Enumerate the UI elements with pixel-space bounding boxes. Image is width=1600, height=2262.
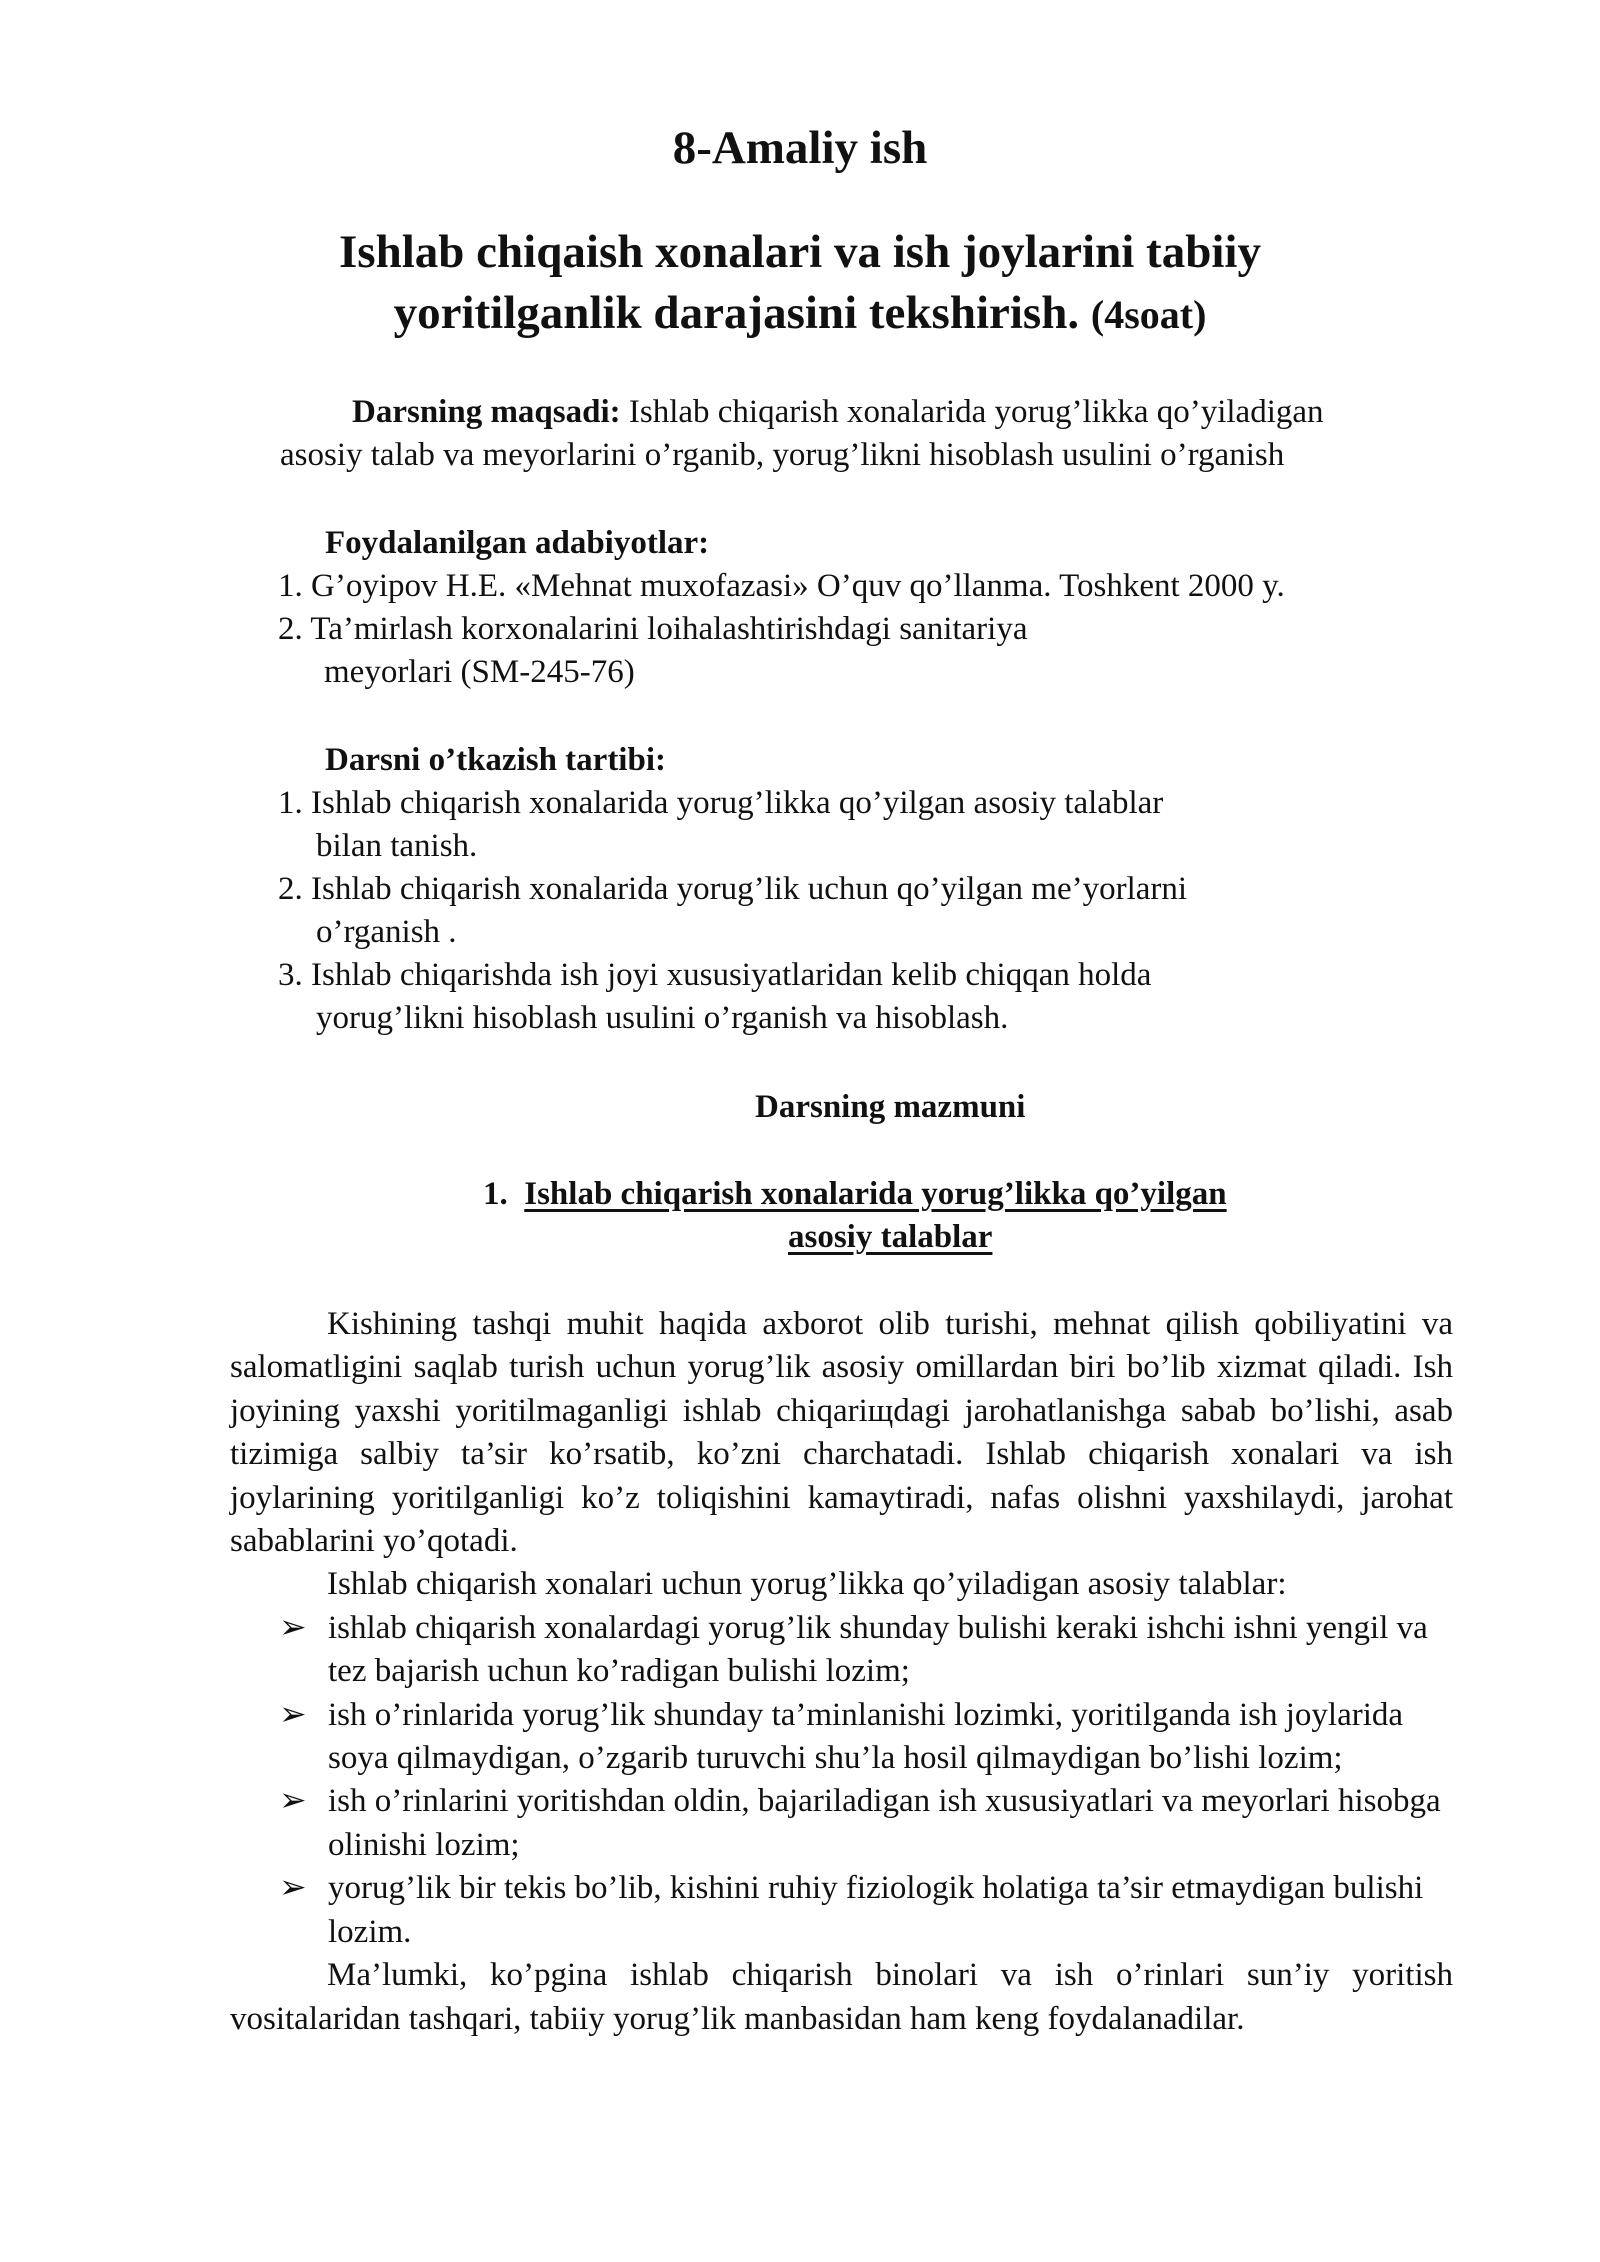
procedure-item-3-cont: yorug’likni hisoblash usulini o’rganish va hisoblash. [316, 1000, 1009, 1036]
literature-heading: Foydalanilgan adabiyotlar: [325, 525, 710, 561]
goal-text-1: Ishlab chiqarish xonalarida yorug’likka qo’yiladigan [628, 394, 1324, 430]
procedure-item-1: 1. Ishlab chiqarish xonalarida yorug’likka qo’yilgan asosiy talablar [278, 785, 1164, 821]
title-line-2 [0, 283, 1600, 345]
procedure-heading: Darsni o’tkazish tartibi: [325, 742, 666, 778]
list-item [230, 1867, 1453, 1954]
arrow-bullet-icon: ➢ [279, 1870, 307, 1907]
arrow-bullet-icon: ➢ [279, 1696, 307, 1733]
list-item-text: ishlab chiqarish xonalardagi yorug’lik shunday bulishi keraki ishchi ishni yengil va tez bajarish uchun ko’radigan bulishi lozim; [328, 1609, 1428, 1690]
list-item [230, 1780, 1453, 1867]
title-line-1: Ishlab chiqaish xonalari va ish joylarini tabiiy [339, 226, 1261, 278]
procedure-item-3: 3. Ishlab chiqarishda ish joyi xususiyatlaridan kelib chiqqan holda [278, 957, 1152, 993]
arrow-bullet-icon: ➢ [279, 1783, 307, 1820]
goal-label: Darsning maqsadi: [352, 394, 621, 430]
title-text: yoritilganlik darajasini tekshirish. [393, 287, 1080, 339]
requirements-intro: Ishlab chiqarish xonalari uchun yorug’likka qo’yiladigan asosiy talablar: [327, 1566, 1287, 1603]
list-item-text: yorug’lik bir tekis bo’lib, kishini ruhiy fiziologik holatiga ta’sir etmaydigan bulishi lozim. [328, 1870, 1424, 1950]
goal-line-2: asosiy talab va meyorlarini o’rganib, yorug’likni hisoblash usulini o’rganish [280, 437, 1285, 473]
section-title-line-1 [483, 1172, 1227, 1216]
list-item [230, 1607, 1453, 1694]
requirements-list [230, 1607, 1453, 1954]
paragraph-intro: Kishining tashqi muhit haqida axborot olib turishi, mehnat qilish qobiliyatini va salomatligini saqlab turish uchun yorug’lik asosiy omillardan biri bo’lib xizmat qiladi. Ish joyining yaxshi yoritilmaganligi ishlab chiqariщdagi jarohatlanishga sabab bo’lishi, asab tizimiga salbiy ta’sir ko’rsatib, ko’zni charchatadi. Ishlab chiqarish xonalari va ish joylarining yoritilganligi ko’z toliqishini kamaytiradi, nafas olishni yaxshilaydi, jarohat sabablarini yo’qotadi. [230, 1306, 1453, 1560]
content-body [230, 1303, 1453, 2041]
section-number: 1. [483, 1176, 508, 1212]
literature-item-2-cont: meyorlari (SM-245-76) [324, 654, 635, 690]
procedure-item-1-cont: bilan tanish. [316, 828, 478, 864]
literature-item-2: 2. Ta’mirlash korxonalarini loihalashtirishdagi sanitariya [278, 611, 1028, 647]
list-item [230, 1694, 1453, 1781]
section-title-text: Ishlab chiqarish xonalarida yorug’likka qo’yilgan [524, 1176, 1227, 1212]
arrow-bullet-icon: ➢ [279, 1609, 307, 1646]
literature-item-1: 1. G’oyipov H.E. «Mehnat muxofazasi» O’quv qo’llanma. Toshkent 2000 y. [278, 568, 1285, 604]
content-heading: Darsning mazmuni [755, 1089, 1026, 1125]
title-hours: (4soat) [1090, 292, 1207, 337]
paragraph-closing: Ma’lumki, ko’pgina ishlab chiqarish binolari va ish o’rinlari sun’iy yoritish vositalaridan tashqari, tabiiy yorug’lik manbasidan ham keng foydalanadilar. [230, 1957, 1453, 2037]
goal-line-1 [352, 390, 1324, 434]
procedure-item-2: 2. Ishlab chiqarish xonalarida yorug’lik uchun qo’yilgan me’yorlarni [278, 871, 1188, 907]
list-item-text: ish o’rinlarida yorug’lik shunday ta’minlanishi lozimki, yoritilganda ish joylarida soya qilmaydigan, o’zgarib turuvchi shu’la hosil qilmaydigan bo’lishi lozim; [328, 1696, 1404, 1777]
practical-work-number: 8-Amaliy ish [672, 122, 928, 174]
procedure-item-2-cont: o’rganish . [316, 914, 457, 950]
section-title-line-2: asosiy talablar [788, 1219, 993, 1255]
list-item-text: ish o’rinlarini yoritishdan oldin, bajariladigan ish xususiyatlari va meyorlari hisobga olinishi lozim; [328, 1783, 1441, 1863]
